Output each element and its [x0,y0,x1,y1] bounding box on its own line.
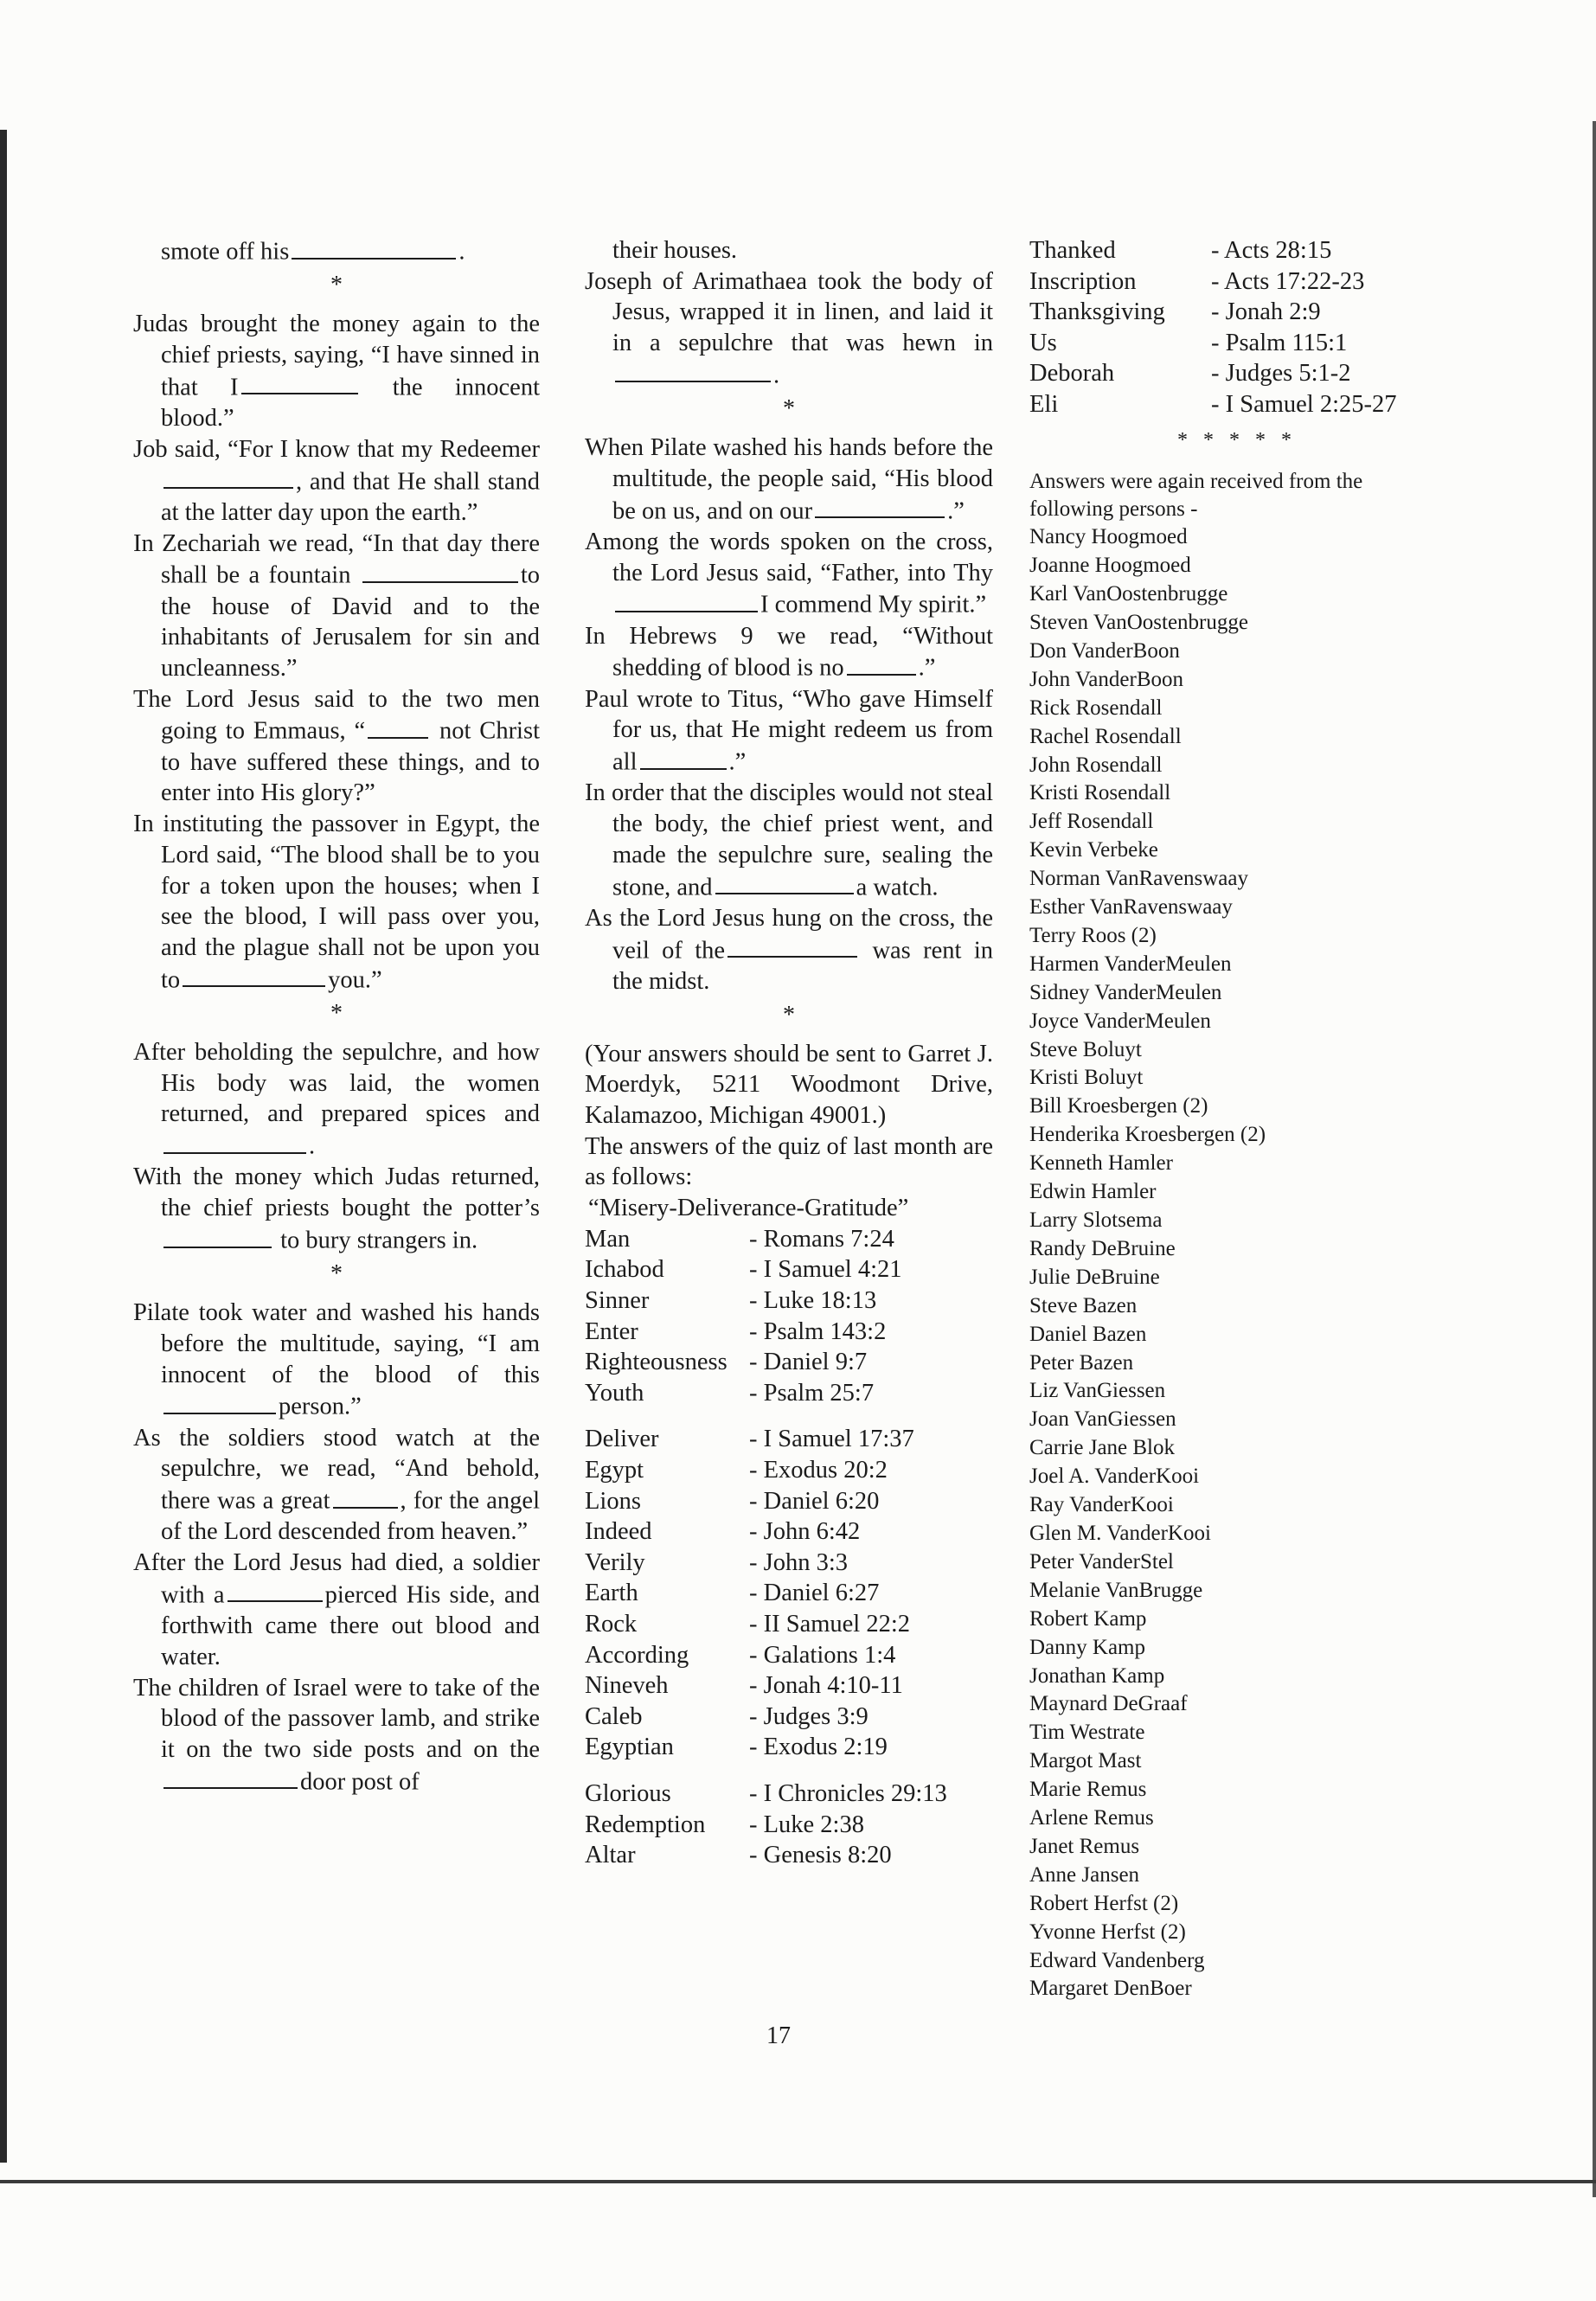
group-gap [585,1408,993,1424]
question-text: The children of Israel were to take of the blood of the passover lamb, and strike it on the two side posts and on the [133,1674,540,1763]
names-intro: Answers were again received from the following persons - [1029,470,1363,522]
answer-blank [815,495,945,519]
answer-row [585,1609,914,1640]
answer-row [585,1640,914,1671]
answer-word: Righteousness [585,1349,727,1376]
answer-reference: - Daniel 6:27 [749,1580,880,1607]
question-emmaus [133,684,540,809]
answer-row [585,1810,947,1841]
answer-row [585,1548,914,1579]
question-text: you.” [328,966,382,994]
answer-word: Nineveh [585,1672,669,1700]
name-item: Kenneth Hamler [1029,1151,1173,1176]
answer-reference: - Judges 3:9 [749,1702,869,1730]
answer-row [585,1378,902,1409]
answer-row [585,1670,914,1702]
name-item: Karl VanOostenbrugge [1029,582,1228,606]
answer-row [585,1455,914,1486]
answer-reference: - II Samuel 22:2 [749,1611,911,1638]
answer-reference: - Judges 5:1-2 [1211,360,1351,388]
question-text: .” [947,497,965,525]
answer-row [585,1702,914,1733]
question-text: . [773,362,780,389]
name-item: Kevin Verbeke [1029,838,1158,862]
question-text: .” [728,748,747,776]
answer-row [585,1732,914,1763]
question-text: Among the words spoken on the cross, the Lord Jesus said, “Father, into Thy [585,528,993,586]
answer-row [585,1424,914,1455]
name-item: Glen M. VanderKooi [1029,1521,1211,1545]
name-item: Edwin Hamler [1029,1180,1157,1204]
section-stars: * * * * * [1177,428,1297,452]
question-text: Paul wrote to Titus, “Who gave Himself for us, that He might redeem us from all [585,685,993,776]
name-item: Steve Bazen [1029,1293,1138,1317]
name-item: Peter VanderStel [1029,1549,1174,1574]
name-item: Maynard DeGraaf [1029,1692,1188,1716]
question-text: In Zechariah we read, “In that day there shall be a fountain [133,529,540,589]
question-text: not Christ to have suffered these things, and to enter into His glory?” [161,718,540,807]
answer-blank [615,588,758,612]
continued-text: their houses. [612,237,738,264]
name-item: Nancy Hoogmoed [1029,525,1188,549]
fragment-smote [133,235,540,267]
quiz-title: “Misery-Deliverance-Gratitude” [588,1195,909,1222]
right-column [1029,235,1445,2003]
answer-word: Egypt [585,1457,644,1484]
answer-reference: - John 3:3 [749,1548,848,1576]
answer-reference: - Daniel 9:7 [749,1349,868,1376]
name-item: Kristi Boluyt [1029,1066,1144,1090]
answer-row [585,1779,947,1810]
question-joseph [585,266,993,391]
name-item: Edward Vandenberg [1029,1948,1205,1972]
question-text: . [309,1132,316,1160]
question-watch [585,778,993,902]
answer-row [1029,358,1397,389]
name-item: Henderika Kroesbergen (2) [1029,1123,1266,1147]
question-judas [133,309,540,433]
answer-reference: - Daniel 6:20 [749,1487,880,1515]
answer-blank [727,934,857,958]
answer-word: Rock [585,1611,638,1638]
answer-blank [333,1484,398,1509]
question-text: The Lord Jesus said to the two men going to Emmaus, “ [133,685,540,746]
question-text: In order that the disciples would not steal the body, the chief priest went, and made the sepulchre sure, sealing the stone, and [585,779,993,901]
question-text: to bury strangers in. [280,1227,478,1254]
question-soldiers [133,1423,540,1548]
mailing-address: (Your answers should be sent to Garret J. Moerdyk, 5211 Woodmont Drive, Kalamazoo, Michigan 49001.) [585,1040,993,1130]
name-item: Melanie VanBrugge [1029,1578,1203,1602]
answer-reference: - Exodus 20:2 [749,1457,888,1484]
name-item: Rachel Rosendall [1029,724,1182,748]
section-star: * [330,1000,343,1028]
answer-word: According [585,1641,689,1669]
answers-intro: The answers of the quiz of last month are as follows: [585,1132,993,1191]
answer-row [585,1840,947,1871]
answers-table-group-3 [585,1779,947,1871]
fragment-text: smote off his [161,238,290,266]
name-item: Yvonne Herfst (2) [1029,1920,1186,1944]
name-item: Joel A. VanderKooi [1029,1465,1200,1489]
answer-reference: - Exodus 2:19 [749,1734,888,1761]
answer-word: Sinner [585,1287,650,1315]
answer-word: Thanked [1029,237,1116,264]
answer-reference: - Jonah 4:10-11 [749,1672,903,1700]
name-item: Julie DeBruine [1029,1265,1160,1289]
name-item: Peter Bazen [1029,1350,1134,1375]
name-item: Larry Slotsema [1029,1208,1163,1233]
name-item: Robert Kamp [1029,1606,1147,1631]
answer-word: Inscription [1029,267,1137,295]
answer-reference: - Acts 17:22-23 [1211,267,1365,295]
question-cross [585,527,993,621]
question-text: person.” [279,1393,362,1420]
answer-reference: - Romans 7:24 [749,1225,894,1253]
name-item: Sidney VanderMeulen [1029,980,1222,1004]
answer-reference: - Genesis 8:20 [749,1842,892,1869]
answer-word: Deliver [585,1426,659,1453]
name-item: Don VanderBoon [1029,638,1180,663]
answer-reference: - I Samuel 2:25-27 [1211,390,1397,418]
answer-reference: - I Samuel 17:37 [749,1426,914,1453]
question-text: was rent in the midst. [612,937,994,995]
name-item: Tim Westrate [1029,1721,1145,1745]
page-number: 17 [766,2022,791,2049]
answer-row [585,1578,914,1609]
question-text: In instituting the passover in Egypt, the Lord said, “The blood shall be to you for a token upon the houses; when I see the blood, I will pass over you, and the plague shall not be upon you to [133,811,540,994]
answer-word: Enter [585,1317,638,1345]
name-item: Terry Roos (2) [1029,923,1157,947]
question-text: Joseph of Arimathaea took the body of Jesus, wrapped it in linen, and laid it in a sepulchre that was hewn in [585,267,993,357]
answer-blank [615,359,771,383]
answer-word: Glorious [585,1779,671,1807]
answer-word: Eli [1029,390,1059,418]
answer-word: Us [1029,329,1057,356]
name-item: Margaret DenBoer [1029,1977,1192,2001]
name-item: Ray VanderKooi [1029,1493,1174,1517]
answer-blank [183,964,325,988]
name-item: Kristi Rosendall [1029,781,1171,805]
question-hebrews [585,621,993,684]
answer-word: Altar [585,1842,636,1869]
answer-word: Thanksgiving [1029,298,1165,326]
answer-word: Verily [585,1548,645,1576]
answer-reference: - Luke 2:38 [749,1811,864,1838]
name-item: Esther VanRavenswaay [1029,895,1233,920]
answer-row [585,1254,902,1285]
name-item: Rick Rosendall [1029,695,1163,720]
name-item: Joan VanGiessen [1029,1407,1176,1432]
answer-blank [163,1224,272,1248]
page-edge-right [1593,121,1596,2197]
answer-reference: - Psalm 25:7 [749,1379,875,1407]
question-text: When Pilate washed his hands before the multitude, the people said, “His blood be on us, and on our [585,434,993,525]
answer-row [585,1317,902,1348]
answer-reference: - Galations 1:4 [749,1641,896,1669]
answers-table-group-2 [585,1424,914,1763]
answer-word: Man [585,1225,631,1253]
answer-word: Caleb [585,1702,643,1730]
answer-reference: - I Chronicles 29:13 [749,1779,947,1807]
answer-row [1029,389,1397,420]
section-star: * [330,272,343,299]
name-item: Daniel Bazen [1029,1322,1147,1346]
answer-reference: - Jonah 2:9 [1211,298,1321,326]
answer-row [585,1486,914,1517]
name-item: Robert Herfst (2) [1029,1891,1179,1915]
name-item: Margot Mast [1029,1749,1142,1773]
answer-blank [640,746,727,770]
name-item: John VanderBoon [1029,667,1184,691]
name-item: Bill Kroesbergen (2) [1029,1094,1208,1118]
page-edge-left [0,130,7,2163]
question-israel [133,1673,540,1798]
question-text: pierced His side, and forthwith came there out blood and water. [161,1581,540,1670]
answer-word: Deborah [1029,360,1115,388]
middle-column [585,235,993,1871]
answers-table-group-4 [1029,235,1397,420]
answer-reference: - John 6:42 [749,1518,861,1546]
name-item: Janet Remus [1029,1834,1140,1858]
name-item: Randy DeBruine [1029,1236,1176,1260]
question-titus [585,684,993,779]
name-item: Jonathan Kamp [1029,1663,1165,1688]
question-text: Job said, “For I know that my Redeemer [133,435,540,463]
answer-blank [362,559,518,583]
question-text: the innocent blood.” [161,374,540,433]
answers-table-group-1 [585,1224,902,1409]
name-item: Steve Boluyt [1029,1037,1142,1061]
question-text: I commend My spirit.” [760,591,987,619]
question-text: After the Lord Jesus had died, a soldier with a [133,1549,540,1609]
question-text: Judas brought the money again to the chief priests, saying, “I have sinned in that I [133,311,540,401]
name-item: Marie Remus [1029,1778,1147,1802]
question-text: , for the angel of the Lord descended from heaven.” [161,1487,540,1546]
answer-word: Redemption [585,1811,706,1838]
left-column [133,235,540,1798]
answer-word: Ichabod [585,1256,664,1284]
section-star: * [783,1001,795,1029]
name-item: Danny Kamp [1029,1635,1145,1659]
section-star: * [783,395,795,423]
answer-row [1029,266,1397,298]
name-item: Liz VanGiessen [1029,1379,1166,1403]
group-gap [585,1763,993,1779]
question-zechariah [133,529,540,684]
question-text: In Hebrews 9 we read, “Without shedding of blood is no [585,622,993,682]
question-text: With the money which Judas returned, the chief priests bought the potter’s [133,1163,540,1222]
answer-reference: - I Samuel 4:21 [749,1256,902,1284]
question-text: a watch. [856,874,939,901]
question-pilate-hands [585,433,993,527]
answer-row [1029,235,1397,266]
name-item: Harmen VanderMeulen [1029,952,1232,976]
names-list [1029,523,1445,2003]
question-text: After beholding the sepulchre, and how His body was laid, the women returned, and prepared spices and [133,1039,540,1128]
answer-word: Indeed [585,1518,652,1546]
answer-reference: - Psalm 143:2 [749,1317,887,1345]
answer-row [1029,328,1397,359]
page-edge-bottom [0,2180,1596,2183]
answer-row [585,1224,902,1255]
answer-reference: - Luke 18:13 [749,1287,877,1315]
question-pierced [133,1548,540,1672]
answer-blank [163,465,293,490]
question-pilate [133,1298,540,1422]
name-item: Carrie Jane Blok [1029,1436,1176,1460]
question-text: Pilate took water and washed his hands before the multitude, saying, “I am innocent of the blood of this [133,1299,540,1388]
answer-blank [163,1766,298,1790]
answer-word: Lions [585,1487,641,1515]
question-sepulchre [133,1037,540,1162]
answer-word: Youth [585,1379,644,1407]
section-star: * [330,1260,343,1288]
name-item: John Rosendall [1029,753,1163,777]
answer-blank [163,1390,276,1414]
question-text: .” [918,655,936,682]
answer-row [585,1347,902,1378]
answer-blank [847,651,916,676]
name-item: Joanne Hoogmoed [1029,554,1191,578]
fragment-end: . [458,238,465,266]
answer-word: Egyptian [585,1734,674,1761]
question-text: , and that He shall stand at the latter day upon the earth.” [161,468,540,526]
name-item: Norman VanRavenswaay [1029,867,1248,891]
question-text: door post of [300,1768,420,1796]
answer-blank [228,1579,323,1603]
answer-blank [715,871,854,895]
answer-reference: - Acts 28:15 [1211,237,1332,264]
name-item: Joyce VanderMeulen [1029,1009,1211,1033]
question-text: to the house of David and to the inhabitants of Jerusalem for sin and uncleanness.” [161,561,541,682]
answer-blank [241,371,358,395]
answer-blank [163,1130,306,1154]
question-text: As the Lord Jesus hung on the cross, the veil of the [585,904,993,965]
name-item: Jeff Rosendall [1029,810,1154,834]
answer-row [1029,297,1397,328]
answer-blank [368,715,428,739]
answer-word: Earth [585,1580,638,1607]
answer-reference: - Psalm 115:1 [1211,329,1348,356]
answer-row [585,1285,902,1317]
question-passover [133,809,540,996]
question-veil [585,903,993,997]
answer-row [585,1516,914,1548]
question-potter [133,1162,540,1256]
question-job [133,434,540,529]
question-text: As the soldiers stood watch at the sepulchre, we read, “And behold, there was a great [133,1424,540,1515]
answer-blank [292,235,456,260]
name-item: Arlene Remus [1029,1806,1154,1830]
name-item: Anne Jansen [1029,1862,1140,1887]
name-item: Steven VanOostenbrugge [1029,610,1248,634]
